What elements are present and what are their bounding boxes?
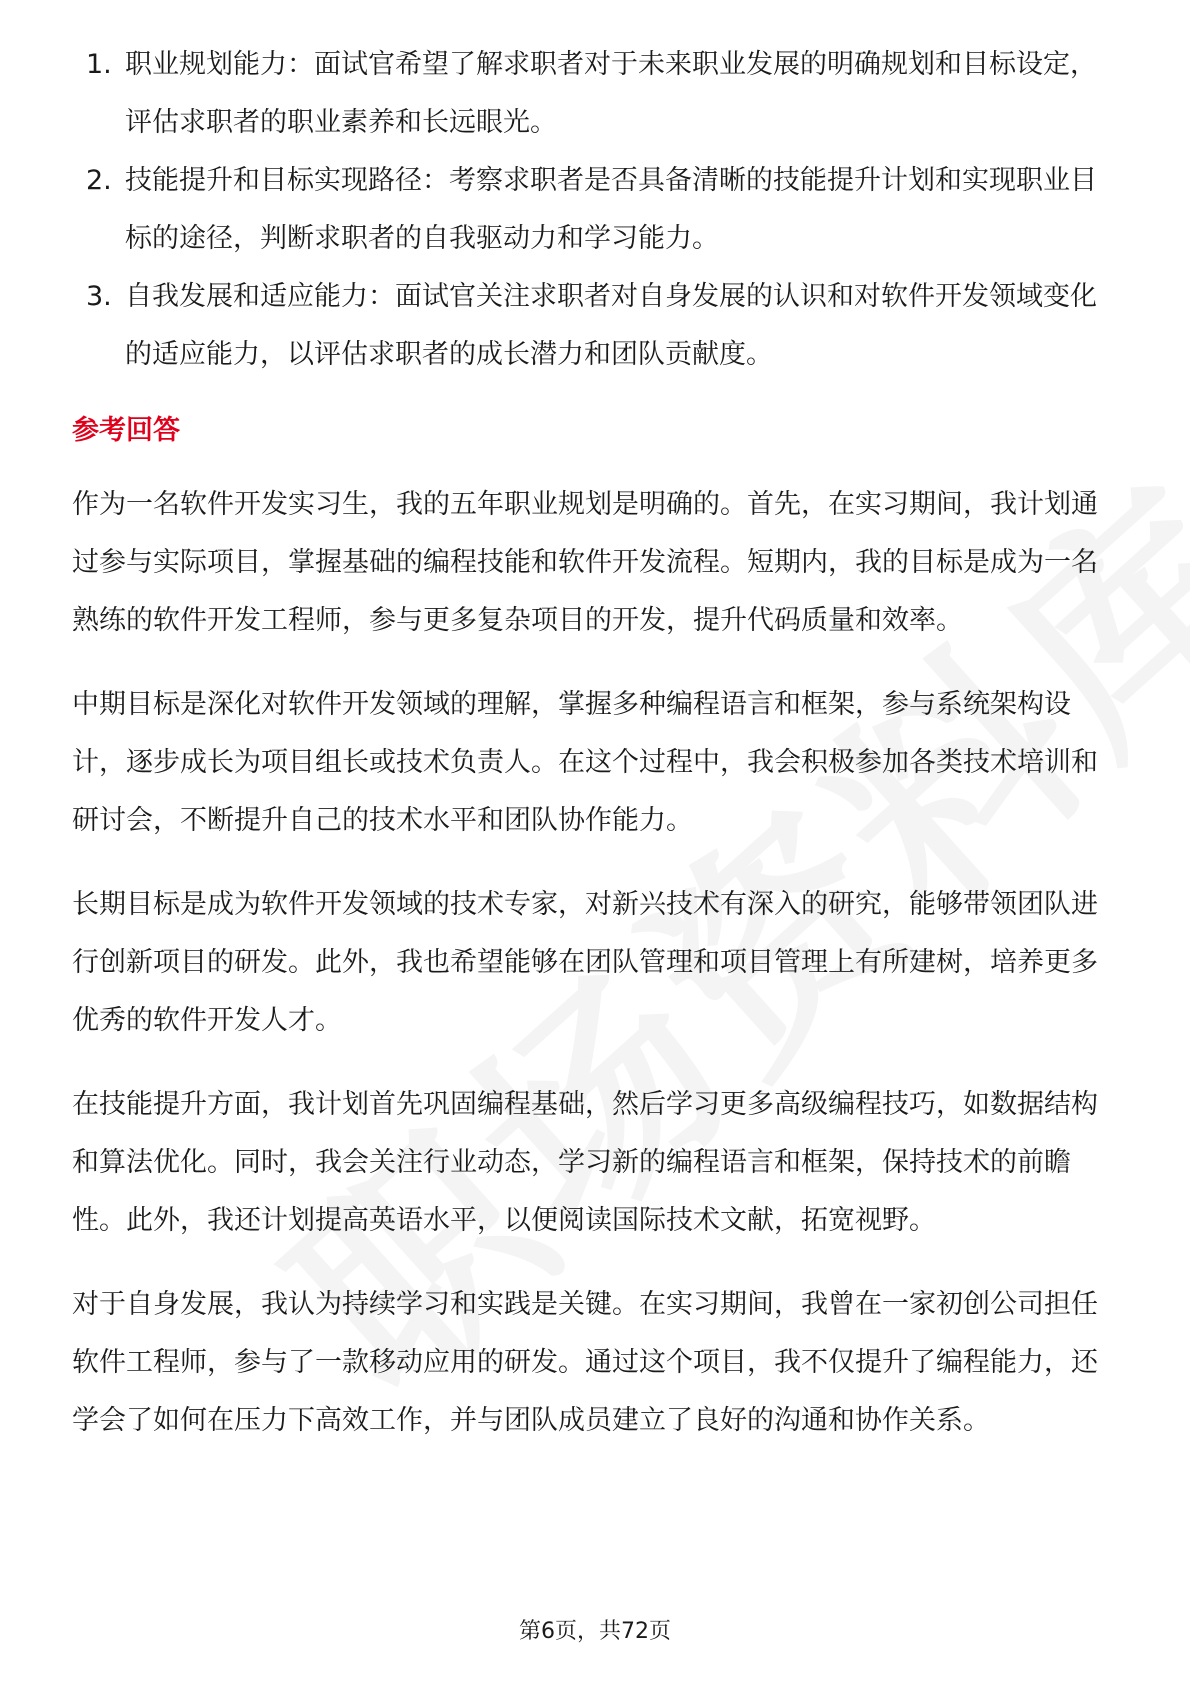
criteria-number: 3. [86,281,112,312]
page-footer: 第6页，共72页 [519,1619,671,1644]
evaluation-criteria-list [72,36,1122,384]
criteria-number: 2. [86,165,112,196]
answer-paragraph: 对于自身发展，我认为持续学习和实践是关键。在实习期间，我曾在一家初创公司担任软件工程师，参与了一款移动应用的研发。通过这个项目，我不仅提升了编程能力，还学会了如何在压力下高效工作，并与团队成员建立了良好的沟通和协作关系。 [72,1289,1098,1436]
criteria-number: 1. [86,49,112,80]
criteria-text: 自我发展和适应能力：面试官关注求职者对自身发展的认识和对软件开发领域变化的适应能力，以评估求职者的成长潜力和团队贡献度。 [125,281,1097,370]
criteria-text: 职业规划能力：面试官希望了解求职者对于未来职业发展的明确规划和目标设定，评估求职者的职业素养和长远眼光。 [125,49,1097,138]
answer-paragraph: 中期目标是深化对软件开发领域的理解，掌握多种编程语言和框架，参与系统架构设计，逐步成长为项目组长或技术负责人。在这个过程中，我会积极参加各类技术培训和研讨会，不断提升自己的技术水平和团队协作能力。 [72,689,1098,836]
reference-answer [72,476,1122,1476]
section-heading-reference-answer: 参考回答 [72,415,180,446]
criteria-item [72,268,1122,384]
criteria-item [72,152,1122,268]
answer-paragraph: 作为一名软件开发实习生，我的五年职业规划是明确的。首先，在实习期间，我计划通过参与实际项目，掌握基础的编程技能和软件开发流程。短期内，我的目标是成为一名熟练的软件开发工程师，参与更多复杂项目的开发，提升代码质量和效率。 [72,489,1098,636]
answer-paragraph: 长期目标是成为软件开发领域的技术专家，对新兴技术有深入的研究，能够带领团队进行创新项目的研发。此外，我也希望能够在团队管理和项目管理上有所建树，培养更多优秀的软件开发人才。 [72,889,1098,1036]
criteria-text: 技能提升和目标实现路径：考察求职者是否具备清晰的技能提升计划和实现职业目标的途径，判断求职者的自我驱动力和学习能力。 [125,165,1097,254]
answer-paragraph: 在技能提升方面，我计划首先巩固编程基础，然后学习更多高级编程技巧，如数据结构和算法优化。同时，我会关注行业动态，学习新的编程语言和框架，保持技术的前瞻性。此外，我还计划提高英语水平，以便阅读国际技术文献，拓宽视野。 [72,1089,1098,1236]
criteria-item [72,36,1122,152]
